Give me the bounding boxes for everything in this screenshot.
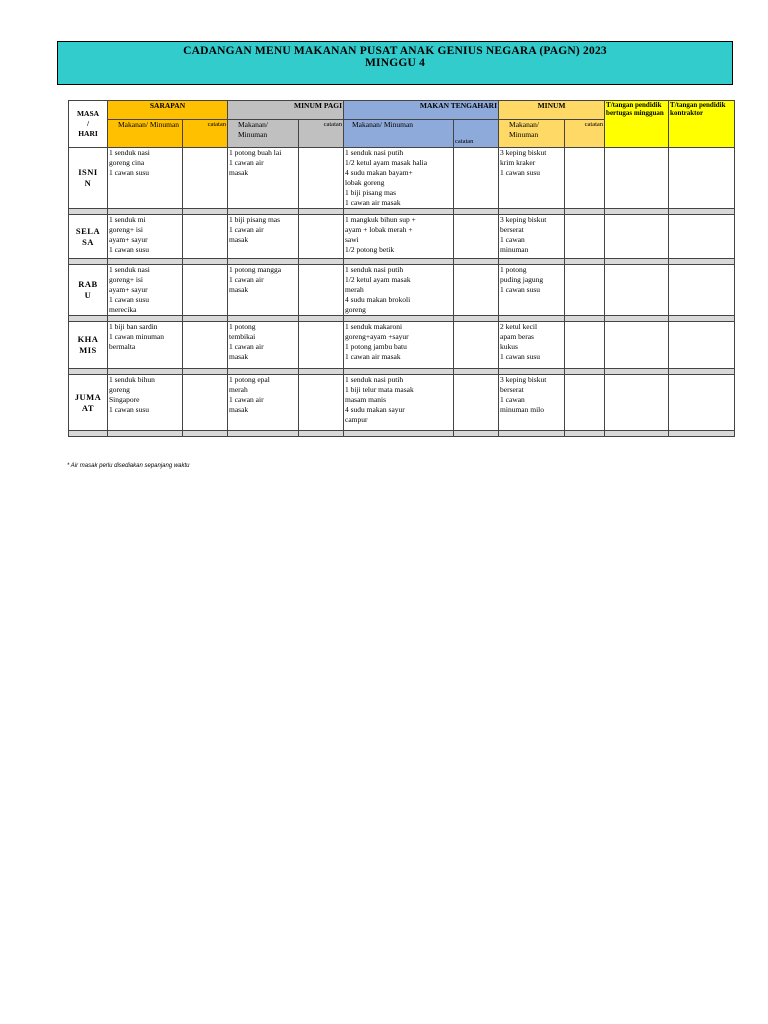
tengahari-cell: 1 senduk makaroni goreng+ayam +sayur 1 potong jambu batu 1 cawan air masak (344, 322, 454, 369)
day-name: RAB U (69, 265, 108, 316)
subheader-minum-catatan: catatan (565, 120, 605, 148)
minum-pagi-cell: 1 potong buah lai 1 cawan air masak (228, 148, 299, 209)
minum-pagi-cell: 1 potong epal merah 1 cawan air masak (228, 375, 299, 431)
catatan-cell (454, 215, 499, 259)
catatan-cell (299, 375, 344, 431)
minum-pagi-cell: 1 potong mangga 1 cawan air masak (228, 265, 299, 316)
footnote: * Air masak perlu disediakan sepanjang waktu (67, 463, 190, 469)
sarapan-cell: 1 senduk nasi goreng+ isi ayam+ sayur 1 cawan susu merecika (108, 265, 183, 316)
day-name: SELA SA (69, 215, 108, 259)
catatan-cell (565, 322, 605, 369)
signature-cell (669, 265, 735, 316)
signature-cell (605, 215, 669, 259)
catatan-cell (565, 148, 605, 209)
minum-pagi-cell: 1 potong tembikai 1 cawan air masak (228, 322, 299, 369)
signature-cell (605, 265, 669, 316)
day-row-rabu (69, 265, 735, 316)
subheader-tengahari-catatan: catatan (454, 120, 499, 148)
tengahari-cell: 1 senduk nasi putih 1/2 ketul ayam masak halia 4 sudu makan bayam+ lobak goreng 1 biji pisang mas 1 cawan air masak (344, 148, 454, 209)
catatan-cell (454, 148, 499, 209)
day-row-jumaat (69, 375, 735, 431)
document-title (57, 41, 733, 85)
catatan-cell (299, 215, 344, 259)
catatan-cell (183, 265, 228, 316)
catatan-cell (183, 322, 228, 369)
catatan-cell (183, 375, 228, 431)
subheader-tengahari-makanan: Makanan/ Minuman (344, 120, 454, 148)
tengahari-cell: 1 senduk nasi putih 1 biji telur mata masak masam manis 4 sudu makan sayur campur (344, 375, 454, 431)
minum-pagi-cell: 1 biji pisang mas 1 cawan air masak (228, 215, 299, 259)
header-ttangan-bertugas: T/tangan pendidik bertugas mingguan (605, 101, 669, 148)
sarapan-cell: 1 senduk nasi goreng cina 1 cawan susu (108, 148, 183, 209)
day-row-selasa (69, 215, 735, 259)
signature-cell (605, 148, 669, 209)
catatan-cell (183, 148, 228, 209)
header-minum-pagi: MINUM PAGI (228, 101, 344, 120)
signature-cell (669, 148, 735, 209)
tengahari-cell: 1 mangkuk bihun sup + ayam + lobak merah + sawi 1/2 potong betik (344, 215, 454, 259)
day-name: ISNI N (69, 148, 108, 209)
catatan-cell (183, 215, 228, 259)
subheader-pagi-makanan: Makanan/ Minuman (228, 120, 299, 148)
title-line-2: MINGGU 4 (364, 57, 426, 69)
minum-cell: 3 keping biskut berserat 1 cawan minuman (499, 215, 565, 259)
signature-cell (605, 375, 669, 431)
minum-cell: 3 keping biskut krim kraker 1 cawan susu (499, 148, 565, 209)
header-makan-tengahari: MAKAN TENGAHARI (344, 101, 499, 120)
sarapan-cell: 1 senduk bihun goreng Singapore 1 cawan susu (108, 375, 183, 431)
day-row-isnin (69, 148, 735, 209)
catatan-cell (565, 375, 605, 431)
minum-cell: 2 ketul kecil apam beras kukus 1 cawan susu (499, 322, 565, 369)
title-line-1: CADANGAN MENU MAKANAN PUSAT ANAK GENIUS NEGARA (PAGN) 2023 (183, 45, 607, 57)
header-ttangan-kontraktor: T/tangan pendidik kontraktor (669, 101, 735, 148)
menu-table (68, 100, 735, 437)
subheader-pagi-catatan: catatan (299, 120, 344, 148)
subheader-minum-makanan: Makanan/ Minuman (499, 120, 565, 148)
header-sarapan: SARAPAN (108, 101, 228, 120)
catatan-cell (454, 265, 499, 316)
catatan-cell (299, 322, 344, 369)
signature-cell (669, 322, 735, 369)
signature-cell (669, 215, 735, 259)
tengahari-cell: 1 senduk nasi putih 1/2 ketul ayam masak merah 4 sudu makan brokoli goreng (344, 265, 454, 316)
day-row-khamis (69, 322, 735, 369)
subheader-sarapan-makanan: Makanan/ Minuman (108, 120, 183, 148)
sarapan-cell: 1 senduk mi goreng+ isi ayam+ sayur 1 cawan susu (108, 215, 183, 259)
header-minum: MINUM (499, 101, 605, 120)
catatan-cell (565, 215, 605, 259)
signature-cell (669, 375, 735, 431)
header-masa-hari: MASA / HARI (69, 101, 108, 148)
header-row-main (69, 101, 735, 120)
catatan-cell (299, 265, 344, 316)
signature-cell (605, 322, 669, 369)
catatan-cell (454, 375, 499, 431)
catatan-cell (299, 148, 344, 209)
row-separator (69, 431, 735, 437)
catatan-cell (565, 265, 605, 316)
subheader-sarapan-catatan: catatan (183, 120, 228, 148)
minum-cell: 3 keping biskut berserat 1 cawan minuman milo (499, 375, 565, 431)
day-name: JUMA AT (69, 375, 108, 431)
catatan-cell (454, 322, 499, 369)
minum-cell: 1 potong puding jagung 1 cawan susu (499, 265, 565, 316)
day-name: KHA MIS (69, 322, 108, 369)
sarapan-cell: 1 biji ban sardin 1 cawan minuman bermalta (108, 322, 183, 369)
